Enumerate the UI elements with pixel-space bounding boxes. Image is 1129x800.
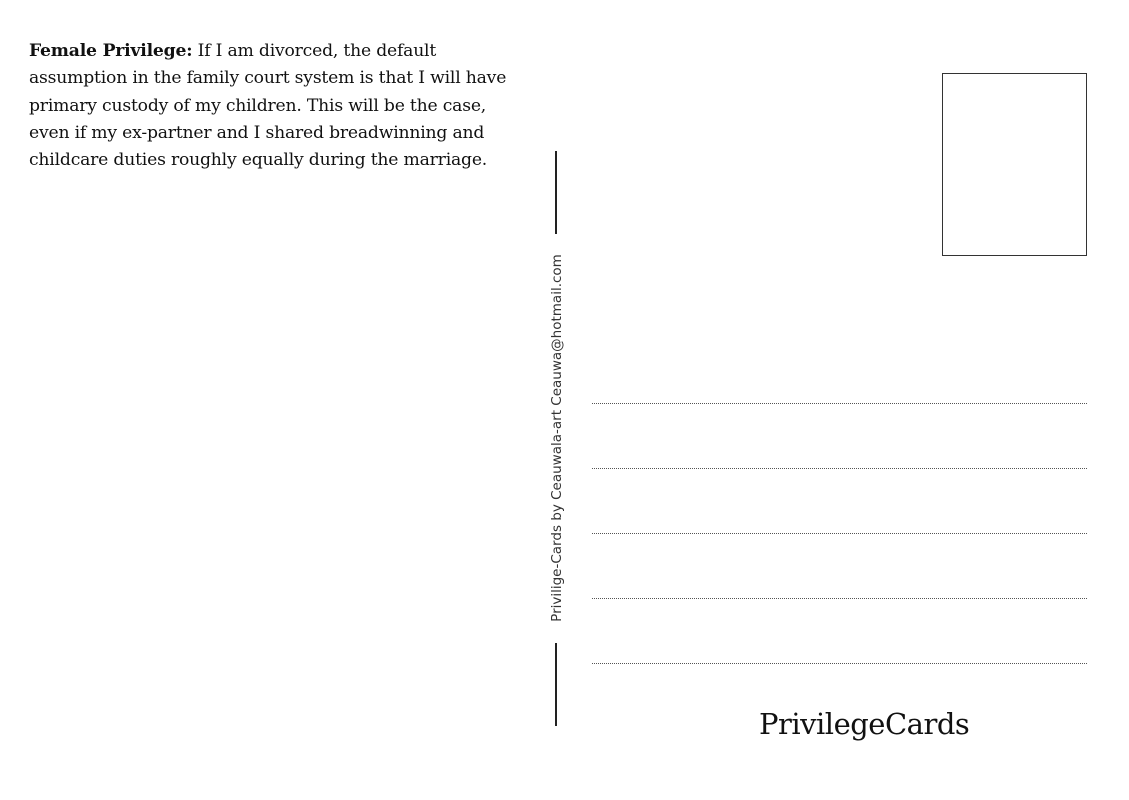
address-line: [592, 533, 1087, 534]
credit-text: Privilige-Cards by Ceauwala-art Ceauwa@hotmail.com: [549, 254, 565, 622]
card-statement: [29, 38, 529, 174]
card-heading: Female Privilege:: [29, 41, 193, 61]
address-line: [592, 468, 1087, 469]
card-body: If I am divorced, the default assumption in the family court system is that I will have primary custody of my children. This will be the case, even if my ex-partner and I shared breadwinning and childcare duties roughly equally during the marriage.: [29, 41, 507, 171]
center-divider-top: [555, 151, 557, 234]
center-divider-bottom: [555, 643, 557, 726]
stamp-box: [942, 73, 1087, 256]
brand-name: PrivilegeCards: [759, 707, 970, 741]
address-line: [592, 403, 1087, 404]
address-line: [592, 598, 1087, 599]
address-line: [592, 663, 1087, 664]
